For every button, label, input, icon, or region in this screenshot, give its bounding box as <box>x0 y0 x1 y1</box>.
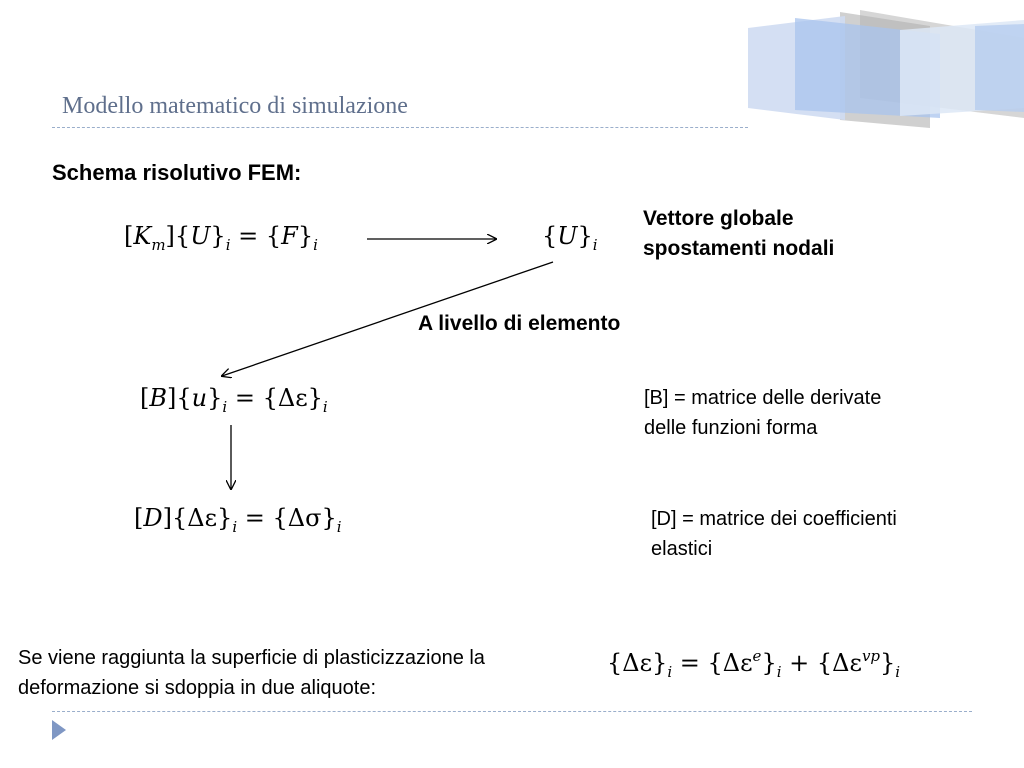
D-matrix-definition: [D] = matrice dei coefficienti elastici <box>651 508 897 560</box>
strain-equation: $[B]\{u\}_i = \{\Delta\varepsilon\}_i$ <box>140 384 328 416</box>
arrow-to-element <box>222 262 553 376</box>
slide-title: Modello matematico di simulazione <box>62 93 408 119</box>
B-matrix-definition: [B] = matrice delle derivate delle funzioni forma <box>644 387 882 439</box>
strain-split-equation: $\{\Delta\varepsilon\}_i = \{\Delta\varepsilon^e\}_i + \{\Delta\varepsilon^{vp}\}_i$ <box>607 647 901 681</box>
element-level-label: A livello di elemento <box>418 312 621 335</box>
stress-equation: $[D]\{\Delta\varepsilon\}_i = \{\Delta\sigma\}_i$ <box>134 504 342 536</box>
plasticity-note: Se viene raggiunta la superficie di plasticizzazione la deformazione si sdoppia in due aliquote: <box>18 647 485 699</box>
displacement-vector: $\{U\}_i$ <box>542 222 598 254</box>
section-heading: Schema risolutivo FEM: <box>52 160 302 185</box>
global-vector-label: Vettore globale spostamenti nodali <box>643 207 835 260</box>
stiffness-equation: $[K_m]\{U\}_i = \{F\}_i$ <box>124 222 318 254</box>
